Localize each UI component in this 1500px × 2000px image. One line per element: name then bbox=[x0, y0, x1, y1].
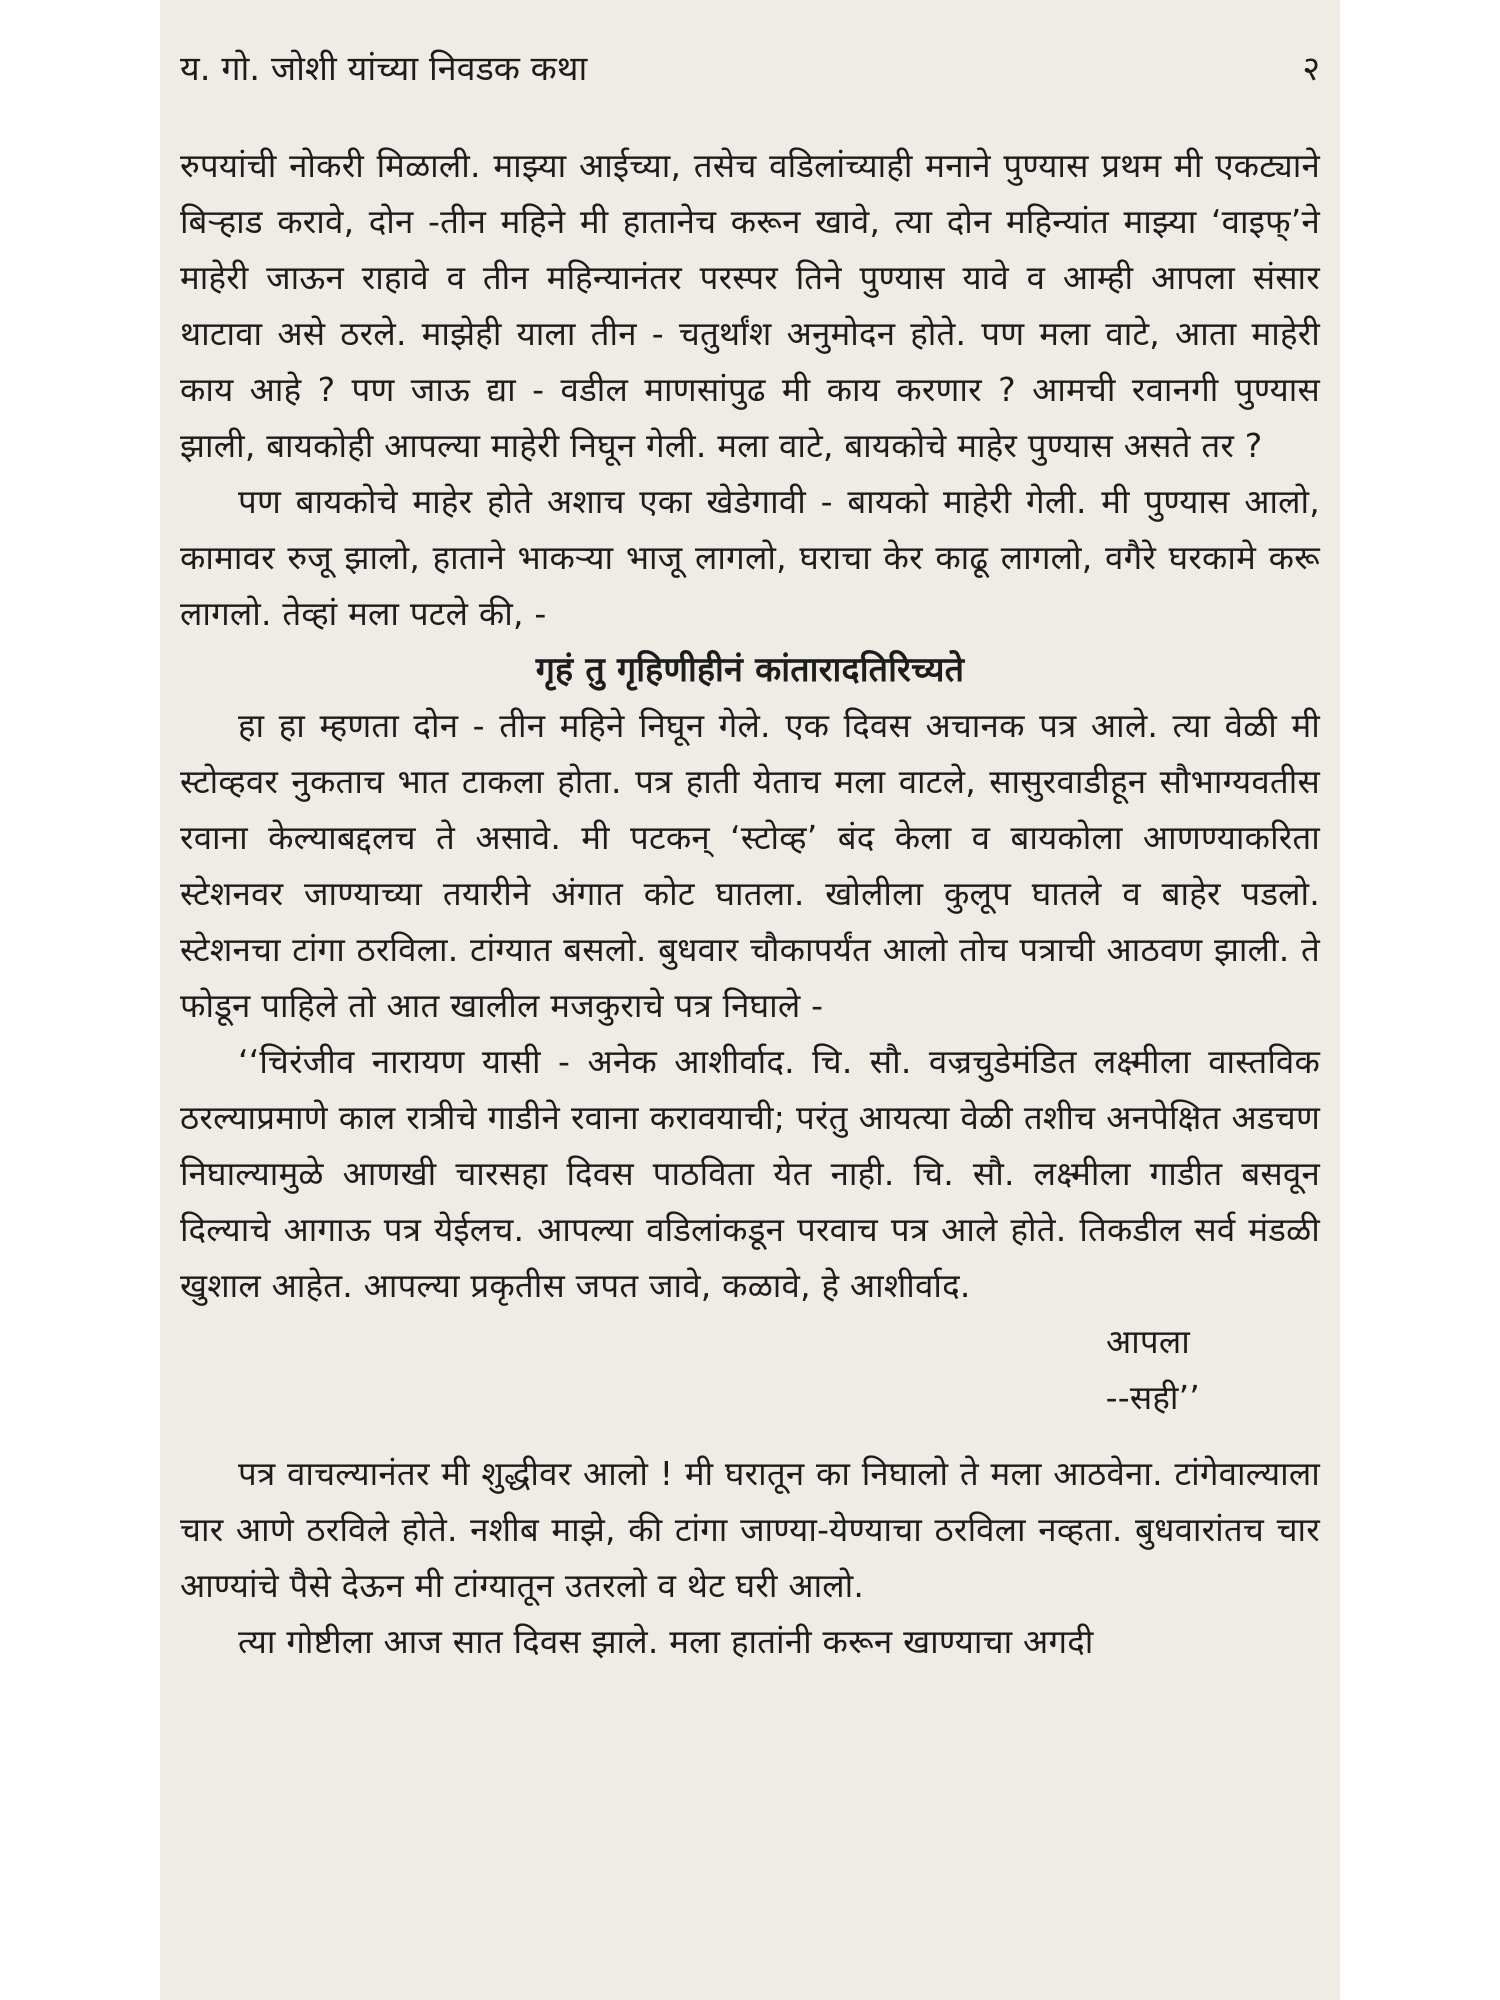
letter-signature: --सही’’ bbox=[1105, 1378, 1200, 1417]
paragraph-3: हा हा म्हणता दोन - तीन महिने निघून गेले. एक दिवस अचानक पत्र आले. त्या वेळी मी स्टोव्हवर नुकताच भात टाकला होता. पत्र हाती येताच मला वाटले, सासुरवाडीहून सौभाग्यवतीस रवाना केल्याबद्दलच ते असावे. मी पटकन् ‘स्टोव्ह’ बंद केला व बायकोला आणण्याकरिता स्टेशनवर जाण्याच्या तयारीने अंगात कोट घातला. खोलीला कुलूप घातले व बाहेर पडलो. स्टेशनचा टांगा ठरविला. टांग्यात बसलो. बुधवार चौकापर्यंत आलो तोच पत्राची आठवण झाली. ते फोडून पाहिले तो आत खालील मजकुराचे पत्र निघाले - bbox=[180, 706, 1320, 1025]
paragraph-4: पत्र वाचल्यानंतर मी शुद्धीवर आलो ! मी घरातून का निघालो ते मला आठवेना. टांगेवाल्याला चार आणे ठरविले होते. नशीब माझे, की टांगा जाण्या-येण्याचा ठरविला नव्हता. बुधवारांतच चार आण्यांचे पैसे देऊन मी टांग्यातून उतरलो व थेट घरी आलो. bbox=[180, 1454, 1320, 1605]
page-number: २ bbox=[1302, 49, 1320, 89]
paragraph-1: रुपयांची नोकरी मिळाली. माझ्या आईच्या, तसेच वडिलांच्याही मनाने पुण्यास प्रथम मी एकट्याने बिऱ्हाड करावे, दोन -तीन महिने मी हातानेच करून खावे, त्या दोन महिन्यांत माझ्या ‘वाइफ्’ने माहेरी जाऊन राहावे व तीन महिन्यानंतर परस्पर तिने पुण्यास यावे व आम्ही आपला संसार थाटावा असे ठरले. माझेही याला तीन - चतुर्थांश अनुमोदन होते. पण मला वाटे, आता माहेरी काय आहे ? पण जाऊ द्या - वडील माणसांपुढ मी काय करणार ? आमची रवानगी पुण्यास झाली, बायकोही आपल्या माहेरी निघून गेली. मला वाटे, बायकोचे माहेर पुण्यास असते तर ? bbox=[180, 146, 1320, 465]
page-header bbox=[180, 44, 1320, 104]
running-title: य. गो. जोशी यांच्या निवडक कथा bbox=[180, 49, 588, 89]
sanskrit-verse: गृहं तु गृहिणीहीनं कांतारादतिरिच्यते bbox=[535, 650, 965, 690]
paragraph-2: पण बायकोचे माहेर होते अशाच एका खेडेगावी - बायको माहेरी गेली. मी पुण्यास आलो, कामावर रुजू झालो, हाताने भाकऱ्या भाजू लागलो, घराचा केर काढू लागलो, वगैरे घरकामे करू लागलो. तेव्हां मला पटले की, - bbox=[180, 482, 1320, 633]
letter-closing: आपला bbox=[1106, 1322, 1190, 1361]
paragraph-5: त्या गोष्टीला आज सात दिवस झाले. मला हातांनी करून खाण्याचा अगदी bbox=[238, 1622, 1094, 1661]
book-page bbox=[160, 0, 1340, 2000]
letter-text: ‘‘चिरंजीव नारायण यासी - अनेक आशीर्वाद. चि. सौ. वज्रचुडेमंडित लक्ष्मीला वास्तविक ठरल्याप्रमाणे काल रात्रीचे गाडीने रवाना करावयाची; परंतु आयत्या वेळी तशीच अनपेक्षित अडचण निघाल्यामुळे आणखी चारसहा दिवस पाठविता येत नाही. चि. सौ. लक्ष्मीला गाडीत बसवून दिल्याचे आगाऊ पत्र येईलच. आपल्या वडिलांकडून परवाच पत्र आले होते. तिकडील सर्व मंडळी खुशाल आहेत. आपल्या प्रकृतीस जपत जावे, कळावे, हे आशीर्वाद. bbox=[180, 1042, 1320, 1305]
page-body bbox=[180, 138, 1320, 1670]
